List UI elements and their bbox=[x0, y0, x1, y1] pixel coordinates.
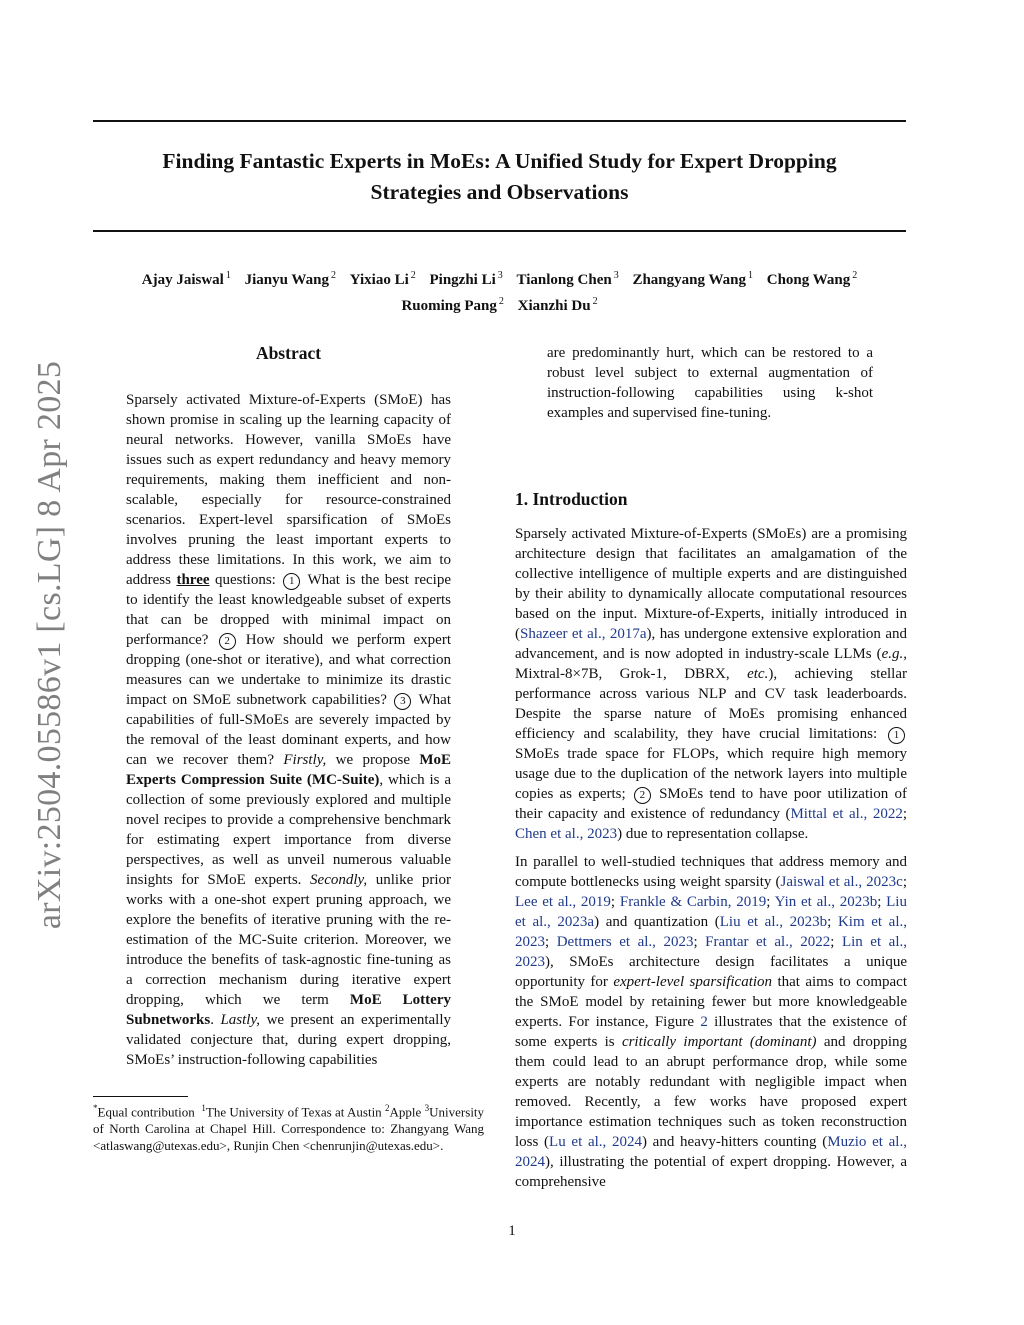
circled-two-icon: 2 bbox=[219, 633, 236, 650]
paper-title bbox=[93, 146, 906, 208]
abstract-heading: Abstract bbox=[255, 343, 322, 363]
author: Pingzhi Li $^3$ bbox=[429, 270, 503, 288]
moe-lottery-term: MoE Lottery Subnetworks bbox=[126, 992, 451, 1028]
footnotes: *Equal contribution $^1$The University of Texas at Austin $^2$Apple $^3$University of North Carolina at Chapel Hill. Correspondence to: Zhangyang Wang <atlaswang@utexas.edu>, Runjin Chen <chenrunjin@utexas.edu>. bbox=[93, 1103, 485, 1154]
author: Yixiao Li $^2$ bbox=[349, 270, 416, 288]
circled-one-icon: 1 bbox=[888, 727, 905, 744]
author-list bbox=[93, 265, 906, 317]
citation-link[interactable]: Chen et al., 2023 bbox=[515, 826, 618, 842]
citation-link[interactable]: Lin et al., 2023 bbox=[515, 934, 907, 970]
citation-link[interactable]: Liu et al., 2023b bbox=[719, 914, 828, 930]
author: Zhangyang Wang $^1$ bbox=[632, 270, 753, 288]
citation-link[interactable]: Muzio et al., 2024 bbox=[515, 1134, 907, 1170]
circled-two-icon: 2 bbox=[634, 787, 651, 804]
citation-link[interactable]: Jaiswal et al., 2023c bbox=[780, 874, 903, 890]
citation-link[interactable]: Dettmers et al., 2023 bbox=[556, 934, 694, 950]
author: Chong Wang $^2$ bbox=[766, 270, 858, 288]
title-line-2: Strategies and Observations bbox=[370, 180, 629, 204]
author: Xianzhi Du $^2$ bbox=[517, 296, 598, 314]
emphasis-three: three bbox=[176, 572, 210, 588]
citation-link[interactable]: Lu et al., 2024 bbox=[549, 1134, 642, 1150]
abstract-continuation: are predominantly hurt, which can be restored to a robust level subject to external augmentation of instruction-following capabilities using k-shot examples and supervised fine-tuning. bbox=[547, 345, 873, 421]
right-column bbox=[515, 343, 907, 1200]
figure-reference-link[interactable]: 2 bbox=[700, 1014, 708, 1030]
citation-link[interactable]: Kim et al., 2023 bbox=[515, 914, 908, 950]
correspondence-note: Correspondence to: Zhangyang Wang <atlaswang@utexas.edu>, Runjin Chen <chenrunjin@utexas.edu>. bbox=[93, 1121, 485, 1154]
author: Tianlong Chen $^3$ bbox=[516, 270, 619, 288]
page-number: 1 bbox=[508, 1223, 516, 1239]
title-bottom-rule bbox=[93, 230, 906, 232]
citation-link[interactable]: Yin et al., 2023b bbox=[774, 894, 878, 910]
title-top-rule bbox=[93, 120, 906, 122]
circled-one-icon: 1 bbox=[283, 573, 300, 590]
author: Jianyu Wang $^2$ bbox=[244, 270, 336, 288]
abstract-body: Sparsely activated Mixture-of-Experts (SMoE) has shown promise in scaling up the learning capacity of neural networks. However, vanilla SMoEs have issues such as expert redundancy and heavy memory requirements, making them inefficient and non-scalable, especially for resource-constrained scenarios. Expert-level sparsification of SMoEs involves pruning the least important experts to address these limitations. In this work, we aim to address three questions: 1 What is the best recipe to identify the least knowledgeable subset of experts that can be dropped with minimal impact on performance? 2 How should we perform expert dropping (one-shot or iterative), and what correction measures can we undertake to minimize its drastic impact on SMoE subnetwork capabilities? 3 What capabilities of full-SMoEs are severely impacted by the removal of the least dominant experts, and how can we recover them? Firstly, we propose MoE Experts Compression Suite (MC-Suite), which is a collection of some previously explored and multiple novel recipes to provide a comprehensive benchmark for estimating expert importance from diverse perspectives, as well as unveil numerous valuable insights for SMoE experts. Secondly, unlike prior works with a one-shot expert pruning approach, we explore the benefits of iterative pruning with the re-estimation of the MC-Suite criterion. Moreover, we introduce the benefits of task-agnostic fine-tuning as a correction mechanism during iterative expert dropping, which we term MoE Lottery Subnetworks. Lastly, we present an experimentally validated conjecture that, during expert dropping, SMoEs’ instruction-following capabilities bbox=[126, 392, 452, 1068]
mc-suite-term: MoE Experts Compression Suite (MC-Suite) bbox=[126, 752, 452, 788]
author: Ajay Jaiswal $^1$ bbox=[141, 270, 231, 288]
left-column bbox=[126, 340, 451, 1070]
circled-three-icon: 3 bbox=[394, 693, 411, 710]
intro-paragraph-1: Sparsely activated Mixture-of-Experts (SMoEs) are a promising architecture design that facilitates an amalgamation of the collective intelligence of multiple experts and are distinguished by their ability to dynamically allocate computational resources based on the input. Mixture-of-Experts, initially introduced in (Shazeer et al., 2017a), has undergone extensive exploration and advancement, and is now adopted in industry-scale LLMs (e.g., Mixtral-8×7B, Grok-1, DBRX, etc.), achieving stellar performance across various NLP and CV task leaderboards. Despite the sparse nature of MoEs promising enhanced efficiency and scalability, they have crucial limitations: 1 SMoEs trade space for FLOPs, which require high memory usage due to the duplication of the network layers into multiple copies as experts; 2 SMoEs tend to have poor utilization of their capacity and existence of redundancy (Mittal et al., 2022; Chen et al., 2023) due to representation collapse. bbox=[515, 526, 907, 842]
title-line-1: Finding Fantastic Experts in MoEs: A Unified Study for Expert Dropping bbox=[162, 149, 837, 173]
citation-link[interactable]: Shazeer et al., 2017a bbox=[520, 626, 647, 642]
citation-link[interactable]: Mittal et al., 2022 bbox=[790, 806, 903, 822]
citation-link[interactable]: Lee et al., 2019 bbox=[515, 894, 611, 910]
citation-link[interactable]: Frankle & Carbin, 2019 bbox=[619, 894, 767, 910]
author: Ruoming Pang $^2$ bbox=[401, 296, 504, 314]
citation-link[interactable]: Liu et al., 2023a bbox=[515, 894, 907, 930]
intro-paragraph-2: In parallel to well-studied techniques that address memory and compute bottlenecks using weight sparsity (Jaiswal et al., 2023c; Lee et al., 2019; Frankle & Carbin, 2019; Yin et al., 2023b; Liu et al., 2023a) and quantization (Liu et al., 2023b; Kim et al., 2023; Dettmers et al., 2023; Frantar et al., 2022; Lin et al., 2023), SMoEs architecture design facilitates a unique opportunity for expert-level sparsification that aims to compact the SMoE model by retaining fewer but more knowledgeable experts. For instance, Figure 2 illustrates that the existence of some experts is critically important (dominant) and dropping them could lead to an abrupt performance drop, while some experts are notably redundant with negligible impact when removed. Recently, a few works have proposed expert importance estimation techniques such as token reconstruction loss (Lu et al., 2024) and heavy-hitters counting (Muzio et al., 2024), illustrating the potential of expert dropping. However, a comprehensive bbox=[515, 854, 908, 1190]
footnote-rule bbox=[93, 1096, 188, 1097]
citation-link[interactable]: Frantar et al., 2022 bbox=[705, 934, 831, 950]
section-heading-introduction: 1. Introduction bbox=[515, 489, 628, 509]
arxiv-identifier-stamp: arXiv:2504.05586v1 [cs.LG] 8 Apr 2025 bbox=[31, 360, 68, 930]
